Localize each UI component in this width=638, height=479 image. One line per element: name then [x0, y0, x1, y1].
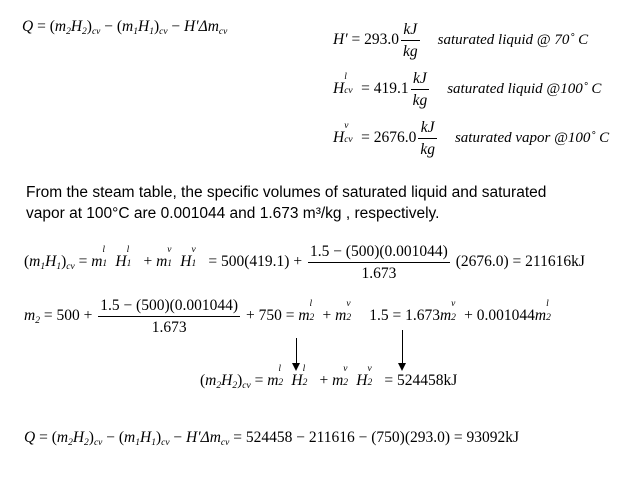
steam-table-paragraph [26, 182, 606, 224]
enthalpy-row-vapor-100c: H v cv = 2676.0 $\frac{kJ}{kg}$ saturated vapor @100˚ C [333, 119, 610, 158]
initial-energy-equation: $(m_1H_1)_{cv} = m$ l 1 H l 1 + m v 1 H v 1 = 500(419.1) + $\frac{1.5 - (500)(0.001044)}{1.673}$ (2676.0) = 211616kJ [24, 243, 585, 282]
arrow-vapor-mass [402, 330, 403, 364]
enthalpy-row-liquid-100c: H l cv = 419.1 $\frac{kJ}{kg}$ saturated liquid @100˚ C [333, 70, 602, 109]
final-mass-equation: $m_2 = 500$ + $\frac{1.5 - (500)(0.001044)}{1.673}$ + 750 = m l 2 + m v 2 1.5 = 1.673m v 2 + 0.001044m l 2 [24, 297, 551, 336]
paragraph-line-1: From the steam table, the specific volumes of saturated liquid and saturated [26, 184, 547, 201]
energy-balance-equation: $Q = (m_2H_2)_{cv} - (m_1H_1)_{cv} - H'\Delta m_{cv}$ [22, 18, 228, 37]
final-energy-equation: $(m_2H_2)_{cv} = m$ l 2 H l 2 + m v 2 H v 2 = 524458kJ [200, 364, 458, 391]
heat-result-equation: $Q = (m_2H_2)_{cv} - (m_1H_1)_{cv} - H'\Delta m_{cv} = 524458 - 211616 - (750)(293.0) = 93092kJ$ [24, 429, 520, 448]
arrow-liquid-mass [296, 338, 297, 364]
paragraph-line-2: vapor at 100°C are 0.001044 and 1.673 m³/kg , respectively. [26, 205, 440, 222]
enthalpy-row-70c: H′ = 293.0 $\frac{kJ}{kg}$ saturated liquid @ 70˚ C [333, 21, 589, 60]
